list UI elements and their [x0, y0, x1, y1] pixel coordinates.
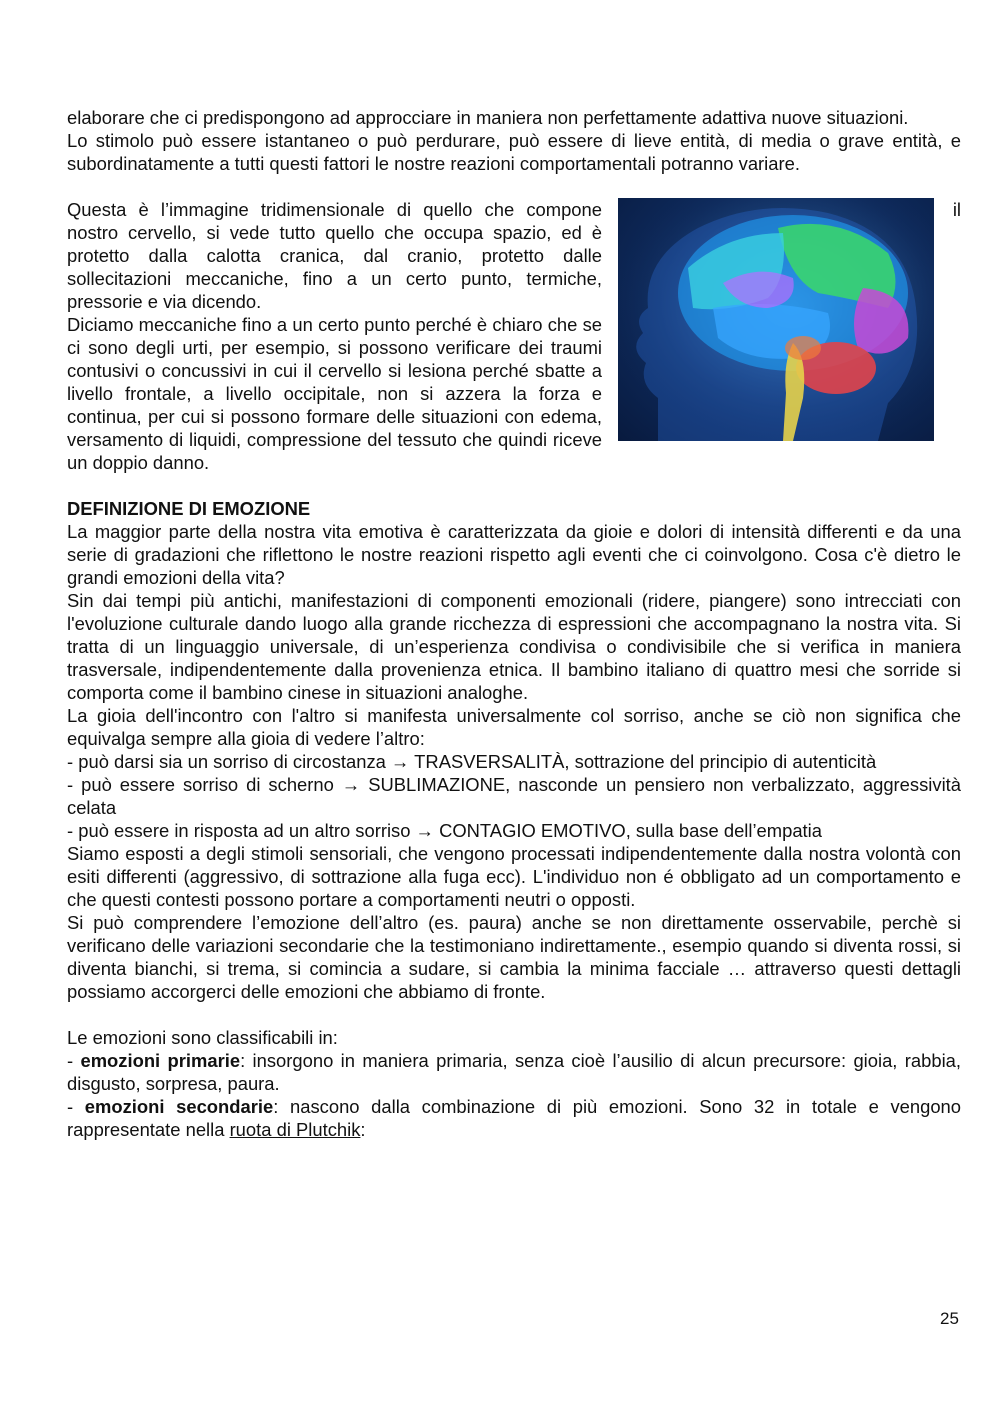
- intro-paragraph-2: Lo stimolo può essere istantaneo o può perdurare, può essere di lieve entità, di media o grave entità, e subordinatamente a tutti questi fattori le nostre reazioni comportamentali potranno variare.: [67, 130, 961, 174]
- emozione-paragraph-5: Si può comprendere l’emozione dell’altro (es. paura) anche se non direttamente osservabile, perchè si verificano delle variazioni secondarie che la testimoniano indirettamente., esempio quando si diventa rossi, si diventa bianchi, si trema, si comincia a sudare, si cambia la minima facciale … attraverso questi dettagli possiamo accorgerci delle emozioni che abbiamo di fronte.: [67, 912, 961, 1002]
- primary-prefix: -: [67, 1050, 81, 1071]
- section-heading: DEFINIZIONE DI EMOZIONE: [67, 498, 311, 519]
- brain-paragraph-1: Questa è l’immagine tridimensionale di quello che compone nostro cervello, si vede tutto quello che occupa spazio, ed è protetto dalla calotta cranica, dal cranio, protetto dalle sollecitazioni meccaniche, fino a un certo punto, termiche, pressorie e via dicendo.: [67, 199, 602, 312]
- emozione-paragraph-2: Sin dai tempi più antichi, manifestazioni di componenti emozionali (ridere, piangere) sono intrecciati con l'evoluzione culturale dando luogo alla grande ricchezza di espressioni che accompagnano la nostra vita. Si tratta di un linguaggio universale, di un’esperienza condivisa o condivisibile che si verifica in maniera trasversale, indipendentemente dalla provenienza etnica. Il bambino italiano di quattro mesi che sorride si comporta come il bambino cinese in situazioni analoghe.: [67, 590, 961, 703]
- bullet-trasversalita: - può darsi sia un sorriso di circostanza → TRASVERSALITÀ, sottrazione del principio di autenticità: [67, 751, 877, 772]
- secondary-text: : nascono dalla combinazione di più emozioni. Sono 32 in totale e vengono rappresentate nella: [67, 1096, 962, 1140]
- bullet-sublimazione: - può essere sorriso di scherno → SUBLIMAZIONE, nasconde un pensiero non verbalizzato, aggressività celata: [67, 774, 961, 818]
- secondary-end: :: [360, 1119, 366, 1140]
- emozione-paragraph-1: La maggior parte della nostra vita emotiva è caratterizzata da gioie e dolori di intensità differenti e da una serie di gradazioni che riflettono le nostre reazioni rispetto agli eventi che ci coinvolgono. Cosa c'è dietro le grandi emozioni della vita?: [67, 521, 961, 588]
- emozione-paragraph-4: Siamo esposti a degli stimoli sensoriali, che vengono processati indipendentemente dalla nostra volontà con esiti differenti (aggressivo, di sottrazione alla fuga ecc). L'individuo non é obbligato ad un comportamento e che questi contesti possono portare a comportamenti neutri o opposti.: [67, 843, 961, 910]
- bullet-contagio: - può essere in risposta ad un altro sorriso → CONTAGIO EMOTIVO, sulla base dell’empatia: [67, 820, 822, 841]
- page-content: [67, 106, 961, 1141]
- stray-word-il: il: [952, 199, 961, 220]
- secondary-prefix: -: [67, 1096, 85, 1117]
- brain-paragraph-2: Diciamo meccaniche fino a un certo punto perché è chiaro che se ci sono degli urti, per esempio, si possono verificare dei traumi contusivi o concussivi in cui il cervello si lesiona perché sbatte a livello frontale, a livello occipitale, non si azzera la forza e continua, per cui si possono formare delle situazioni con edema, versamento di liquidi, compressione del tessuto che quindi riceve un doppio danno.: [67, 314, 602, 473]
- secondary-emotions-item: [67, 1095, 961, 1141]
- primary-label: emozioni primarie: [80, 1050, 241, 1071]
- brain-3d-image: [618, 198, 934, 441]
- intro-paragraph-1: elaborare che ci predispongono ad approcciare in maniera non perfettamente adattiva nuove situazioni.: [67, 107, 909, 128]
- primary-text: : insorgono in maniera primaria, senza cioè l’ausilio di alcun precursore: gioia, rabbia, disgusto, sorpresa, paura.: [67, 1050, 961, 1094]
- secondary-label: emozioni secondarie: [84, 1096, 274, 1117]
- brain-section: [67, 198, 961, 474]
- primary-emotions-item: [67, 1049, 961, 1095]
- plutchik-link[interactable]: ruota di Plutchik: [229, 1119, 361, 1140]
- classificazione-intro: Le emozioni sono classificabili in:: [67, 1027, 338, 1048]
- emozione-paragraph-3: La gioia dell'incontro con l'altro si manifesta universalmente col sorriso, anche se ciò non significa che equivalga sempre alla gioia di vedere l’altro:: [67, 705, 961, 749]
- page-number: 25: [940, 1309, 959, 1328]
